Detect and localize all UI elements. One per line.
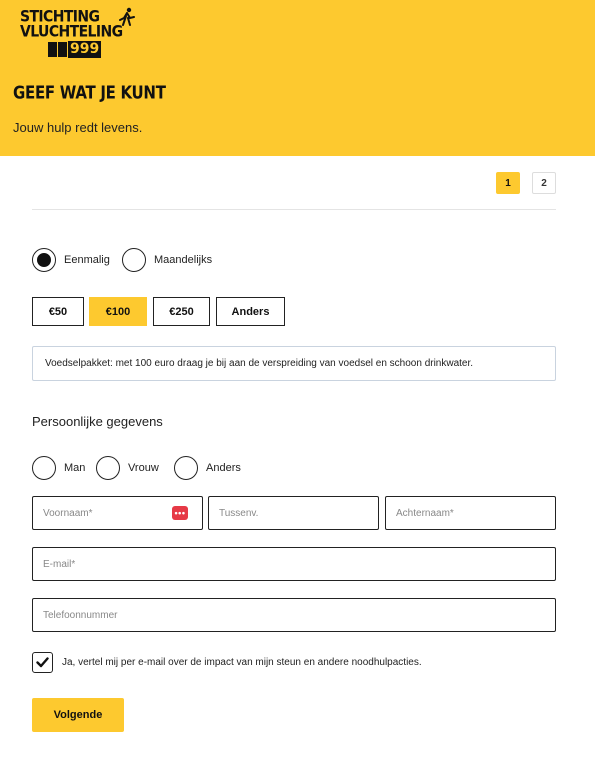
logo-number: 999 [70,41,100,57]
gender-woman-option[interactable] [96,456,159,480]
gender-other-label: Anders [206,462,241,474]
step-1-indicator[interactable]: 1 [496,172,520,194]
step-2-indicator[interactable]: 2 [532,172,556,194]
gender-other-option[interactable] [174,456,241,480]
header [0,0,595,156]
donation-info-box [32,346,556,381]
checkmark-icon [36,657,49,668]
logo-bar [48,42,57,57]
frequency-monthly-label: Maandelijks [154,254,213,266]
radio-dot [37,253,51,267]
last-name-field[interactable] [385,496,556,530]
logo-bar [58,42,67,57]
page-subline: Jouw hulp redt levens. [13,120,143,135]
logo-badge [48,41,101,58]
next-button[interactable]: Volgende [32,698,124,732]
divider [32,209,556,210]
logo-line-1: STICHTING [20,7,100,27]
last-name-input[interactable] [396,508,555,519]
consent-label: Ja, vertel mij per e-mail over de impact van mijn steun en andere noodhulpacties. [62,657,422,668]
consent-checkbox[interactable] [32,652,53,673]
frequency-once-label: Eenmalig [64,254,110,266]
logo[interactable] [20,9,130,63]
phone-input[interactable] [43,610,555,621]
personal-section-title: Persoonlijke gegevens [32,414,163,429]
password-manager-icon[interactable]: ••• [172,506,188,520]
gender-man-option[interactable] [32,456,85,480]
donation-info-text: Voedselpakket: met 100 euro draag je bij aan de verspreiding van voedsel en schoon drinkwater. [45,358,474,369]
gender-woman-radio[interactable] [96,456,120,480]
amount-100-button[interactable]: €100 [89,297,147,326]
frequency-monthly-option[interactable] [122,248,212,272]
phone-field[interactable] [32,598,556,632]
email-input[interactable] [43,559,555,570]
gender-other-radio[interactable] [174,456,198,480]
frequency-monthly-radio[interactable] [122,248,146,272]
infix-input[interactable] [219,508,378,519]
frequency-once-option[interactable] [32,248,110,272]
infix-field[interactable] [208,496,379,530]
consent-option[interactable] [32,652,422,673]
first-name-field[interactable] [32,496,203,530]
gender-man-label: Man [64,462,86,474]
logo-line-2: VLUCHTELING [20,22,123,42]
email-field[interactable] [32,547,556,581]
amount-50-button[interactable]: €50 [32,297,84,326]
amount-other-button[interactable]: Anders [216,297,285,326]
page-headline: GEEF WAT JE KUNT [13,82,166,104]
gender-woman-label: Vrouw [128,462,159,474]
amount-250-button[interactable]: €250 [153,297,210,326]
gender-man-radio[interactable] [32,456,56,480]
frequency-once-radio[interactable] [32,248,56,272]
